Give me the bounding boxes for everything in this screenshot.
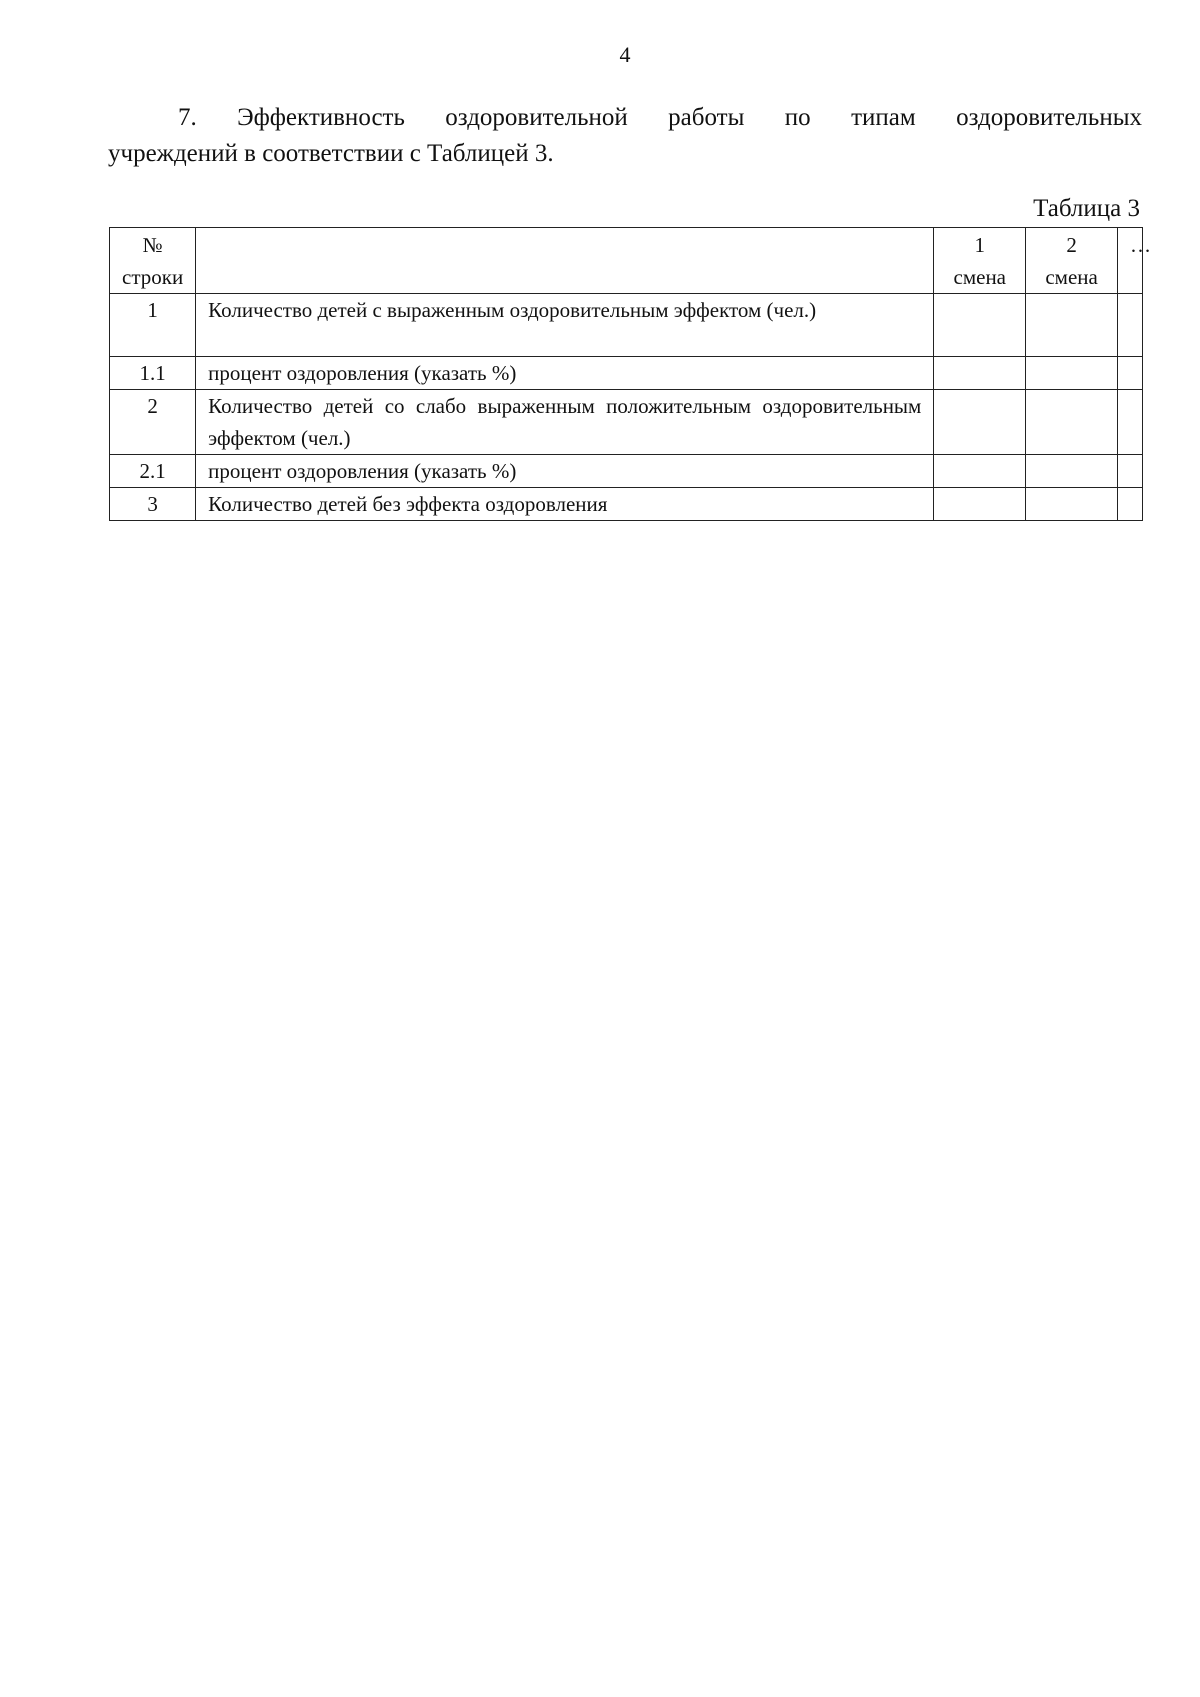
- cell-more[interactable]: [1118, 390, 1143, 455]
- header-shift-1: 1 смена: [934, 228, 1026, 294]
- table-row: [110, 455, 1143, 488]
- effectiveness-table: [109, 227, 1152, 521]
- row-number: 2.1: [110, 455, 196, 488]
- cell-more[interactable]: [1118, 455, 1143, 488]
- cell-shift-2[interactable]: [1026, 455, 1118, 488]
- cell-shift-2[interactable]: [1026, 390, 1118, 455]
- row-number: 1: [110, 294, 196, 357]
- row-label: Количество детей без эффекта оздоровления: [196, 488, 934, 521]
- table-row: [110, 390, 1143, 455]
- row-number: 1.1: [110, 357, 196, 390]
- table-row: [110, 294, 1143, 357]
- cell-shift-2[interactable]: [1026, 357, 1118, 390]
- header-number-sign: №: [142, 233, 163, 257]
- table-row: [110, 488, 1143, 521]
- cell-shift-1[interactable]: [934, 294, 1026, 357]
- header-row-word: строки: [122, 265, 184, 289]
- cell-shift-2[interactable]: [1026, 488, 1118, 521]
- cell-shift-1[interactable]: [934, 488, 1026, 521]
- header-description: [196, 228, 934, 294]
- row-label: Количество детей с выраженным оздоровительным эффектом (чел.): [196, 294, 934, 357]
- header-row-number: [110, 228, 196, 294]
- cell-more[interactable]: [1118, 294, 1143, 357]
- row-number: 3: [110, 488, 196, 521]
- table-caption: Таблица 3: [1033, 195, 1140, 222]
- page-number: 4: [619, 42, 631, 67]
- paragraph-line-1: 7. Эффективность оздоровительной работы по типам оздоровительных: [178, 104, 1142, 131]
- cell-shift-1[interactable]: [934, 455, 1026, 488]
- cell-shift-1[interactable]: [934, 390, 1026, 455]
- cell-shift-2[interactable]: [1026, 294, 1118, 357]
- row-label: процент оздоровления (указать %): [196, 455, 934, 488]
- paragraph-line-2: учреждений в соответствии с Таблицей 3.: [108, 140, 554, 167]
- section-paragraph: [108, 100, 1142, 172]
- cell-shift-1[interactable]: [934, 357, 1026, 390]
- header-shift-2: 2 смена: [1026, 228, 1118, 294]
- row-number: 2: [110, 390, 196, 455]
- row-label: процент оздоровления (указать %): [196, 357, 934, 390]
- cell-more[interactable]: [1118, 488, 1143, 521]
- row-label: Количество детей со слабо выраженным положительным оздоровительным эффектом (чел.): [196, 390, 934, 455]
- table-header-row: [110, 228, 1143, 294]
- header-more: …: [1118, 228, 1143, 294]
- cell-more[interactable]: [1118, 357, 1143, 390]
- table-row: [110, 357, 1143, 390]
